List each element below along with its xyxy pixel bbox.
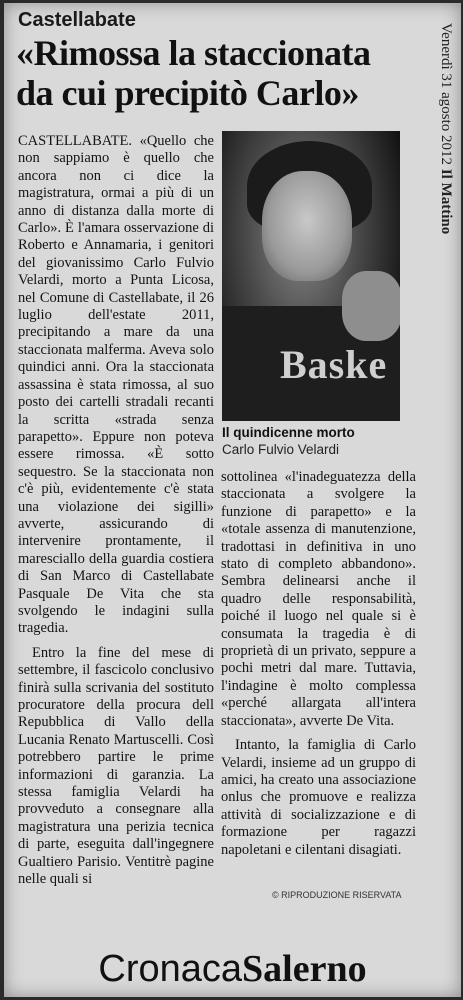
paragraph-4: Intanto, la famiglia di Carlo Velardi, insieme ad un gruppo di amici, ha creato una associazione onlus che promuove e realizza attività di socializzazione e di formazione per ragazzi napoletani e cilentani disagiati. [221,737,416,858]
paragraph-2: Entro la fine del mese di settembre, il fascicolo conclusivo finirà sulla scrivania del sostituto procuratore della procura dell Repubblica di Vallo della Lucania Renato Martuscelli. Così potrebbero partire le prime informazioni di garanzia. La stessa famiglia Velardi ha provveduto a consegnare alla magistratura una perizia tecnica di parte, eseguita dall'ingegnere Gualtiero Parisio. Ventitrè pagine nelle quali si [18,644,214,888]
newspaper-name: Il Mattino [438,168,454,235]
newspaper-clipping [4,3,461,997]
section-footer [4,941,461,997]
article-headline: «Rimossa la staccionata da cui precipitò Carlo» [16,33,371,113]
article-column-left [18,133,214,895]
section-city: Salerno [242,948,367,990]
paragraph-1: CASTELLABATE. «Quello che non sappiamo è quello che ancora non ci dice la magistratura, ormai a più di un anno di distanza dalla morte di Carlo». È l'amara osservazione di Roberto e Annamaria, i genitori del giovanissimo Carlo Fulvio Velardi, morto a Punta Licosa, nel Comune di Castellabate, il 26 luglio dell'estate 2011, precipitando a mare da una staccionata malferma. Aveva solo quindici anni. Ora la staccionata assassina è stata rimossa, al suo posto dei cartelli stradali recanti la scritta «strada senza parapetto». Eppure non poteva essere rimossa. «È sotto sequestro. Se la staccionata non c'è più, evidentemente c'è stata una violazione dei sigilli» avverte, assicurando di intervenire prontamente, il maresciallo della guardia costiera di San Marco di Castellabate Pasquale De Vita che sta svolgendo le indagini sulla tragedia. [18,133,214,637]
article-kicker: Castellabate [18,9,136,31]
article-column-right [221,469,416,866]
article-photo [222,131,400,421]
dateline [414,23,454,235]
copyright-notice: © RIPRODUZIONE RISERVATA [272,890,402,900]
publication-date: Venerdì 31 agosto 2012 [438,23,454,166]
shirt-print: Baske [280,342,388,387]
photo-caption-title: Il quindicenne morto [222,425,355,440]
section-name: Cronaca [98,948,243,990]
photo-caption-name: Carlo Fulvio Velardi [222,442,340,457]
paragraph-3: sottolinea «l'inadeguatezza della staccionata a svolgere la funzione di parapetto» e la «totale assenza di manutenzione, tradottasi in definitiva in uno stato di completo abbandono». Sembra delinearsi anche il quadro delle responsabilità, poiché il luogo nel quale si è consumata la tragedia è di proprietà di un privato, seppure a pochi metri dal mare. Tuttavia, l'indagine è molto complessa «perché allargata all'intera staccionata», avverte De Vita. [221,469,416,729]
